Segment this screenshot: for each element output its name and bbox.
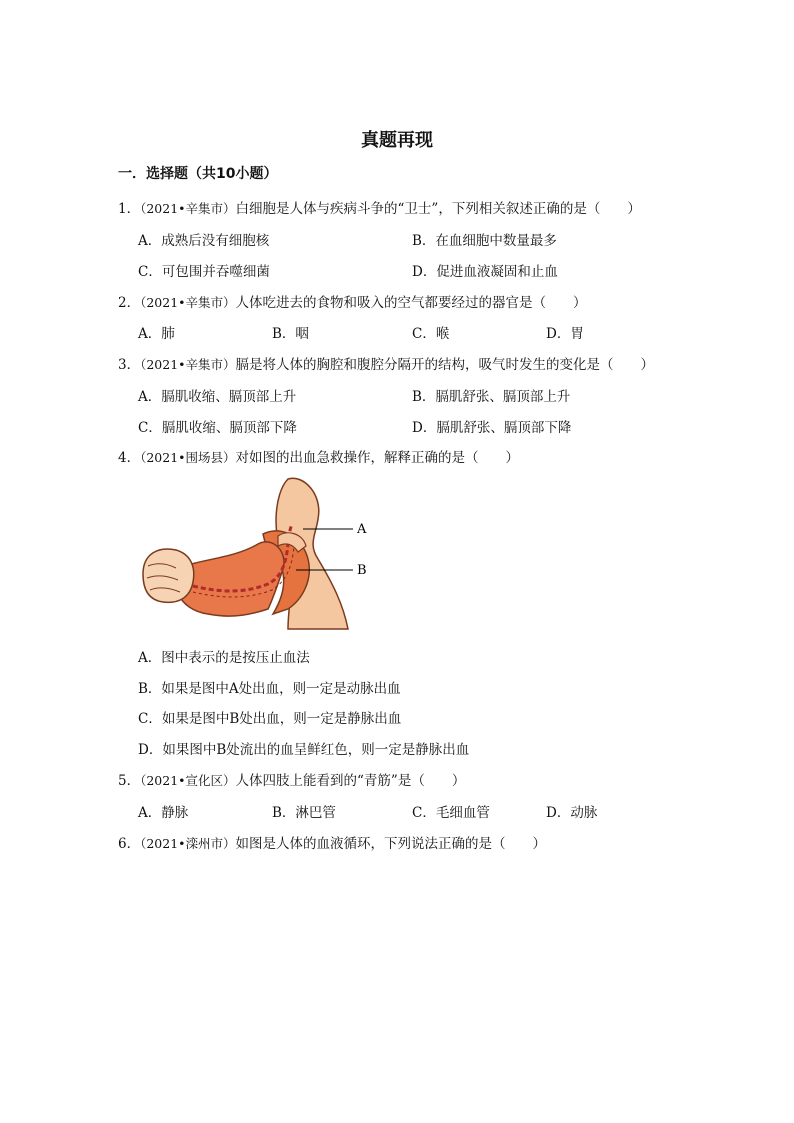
question-number: 3． [118,357,141,373]
label-b: B [357,563,367,578]
question-stem: 人体吃进去的食物和吸入的空气都要经过的器官是（ ） [235,295,587,311]
question-stem: 如图是人体的血液循环，下列说法正确的是（ ） [235,836,547,852]
question-stem: 对如图的出血急救操作，解释正确的是（ ） [235,450,520,466]
question-1 [118,197,641,217]
question-number: 6． [118,836,141,852]
question-stem: 白细胞是人体与疾病斗争的“卫士”，下列相关叙述正确的是（ ） [235,201,641,217]
option-1b: B．在血细胞中数量最多 [412,233,557,249]
question-stem: 人体四肢上能看到的“青筋”是（ ） [235,773,466,789]
option-2b: B．咽 [272,326,309,342]
option-3a: A．膈肌收缩、膈顶部上升 [138,389,297,405]
label-a: A [357,522,367,537]
question-6 [118,832,546,852]
question-stem: 膈是将人体的胸腔和腹腔分隔开的结构，吸气时发生的变化是（ ） [235,357,655,373]
question-2 [118,291,587,311]
question-number: 1． [118,201,141,217]
option-1c: C．可包围并吞噬细菌 [138,264,270,280]
question-source: （2021•辛集市） [140,295,236,310]
question-5 [118,769,465,789]
page-title: 真题再现 [361,130,433,151]
option-4d: D．如果图中B处流出的血呈鲜红色，则一定是静脉出血 [138,742,470,758]
option-5c: C．毛细血管 [412,805,490,821]
question-source: （2021•滦州市） [140,836,236,851]
option-5b: B．淋巴管 [272,805,336,821]
question-number: 4． [118,450,141,466]
question-number: 5． [118,773,141,789]
option-2d: D．胃 [546,326,584,342]
option-1a: A．成熟后没有细胞核 [138,233,270,249]
option-3d: D．膈肌舒张、膈顶部下降 [412,420,572,436]
question-number: 2． [118,295,141,311]
option-2c: C．喉 [412,326,450,342]
option-1d: D．促进血液凝固和止血 [412,264,558,280]
question-3 [118,353,654,373]
question-source: （2021•宣化区） [140,773,236,788]
option-4a: A．图中表示的是按压止血法 [138,650,310,666]
option-5d: D．动脉 [546,805,598,821]
question-4 [118,446,519,466]
option-3b: B．膈肌舒张、膈顶部上升 [412,389,571,405]
option-2a: A．肺 [138,326,175,342]
option-5a: A．静脉 [138,805,189,821]
fist [143,549,194,602]
option-4c: C．如果是图中B处出血，则一定是静脉出血 [138,711,402,727]
option-3c: C．膈肌收缩、膈顶部下降 [138,420,297,436]
section-title: 一．选择题（共10小题） [118,166,278,182]
option-4b: B．如果是图中A处出血，则一定是动脉出血 [138,681,401,697]
question-source: （2021•围场县） [140,450,236,465]
question-source: （2021•辛集市） [140,357,236,372]
question-source: （2021•辛集市） [140,201,236,216]
arm-bleeding-figure [138,474,378,634]
